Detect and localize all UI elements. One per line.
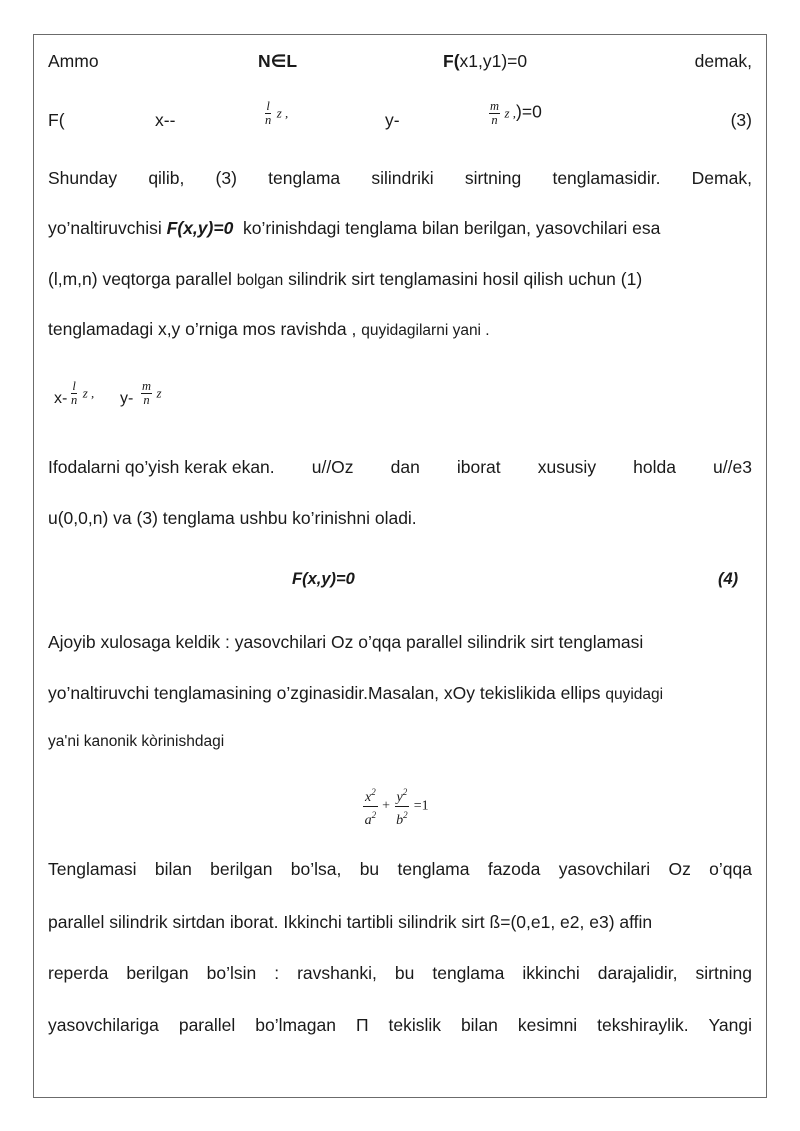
- equation-4: F(x,y)=0: [292, 570, 355, 588]
- line-9: u(0,0,n) va (3) tenglama ushbu ko’rinishni oladi.: [48, 508, 417, 528]
- line-4: yo’naltiruvchisi F(x,y)=0 ko’rinishdagi tenglama bilan berilgan, yasovchilari esa: [48, 218, 661, 238]
- ellipse-equation: $\frac{x^2}{a^2}$ + $\frac{y^2}{b^2}$ =1: [363, 784, 429, 829]
- word-ammo: Ammo: [48, 51, 99, 71]
- line-3: Shunday qilib, (3) tenglama silindriki sirtning tenglamasidir. Demak,: [48, 168, 752, 188]
- line-11: Ajoyib xulosaga keldik : yasovchilari Oz o’qqa parallel silindrik sirt tenglamasi: [48, 632, 644, 652]
- line-15: parallel silindrik sirtdan iborat. Ikkinchi tartibli silindrik sirt ß=(0,e1, e2, e3) affin: [48, 912, 653, 932]
- function-open: F(: [48, 110, 65, 130]
- x-minus: x--: [155, 110, 176, 130]
- line-16: reperda berilgan bo’lsin : ravshanki, bu tenglama ikkinchi darajalidir, sirtning: [48, 963, 752, 983]
- line-12: yo’naltiruvchi tenglamasining o’zginasidir.Masalan, xOy tekislikida ellips quyidagi: [48, 683, 664, 703]
- line-17: yasovchilariga parallel bo’lmagan П tekislik bilan kesimni tekshiraylik. Yangi: [48, 1015, 752, 1035]
- fraction-l-over-n: $\frac{l}{n}$ z ,: [265, 99, 289, 127]
- fraction-m-over-n: $\frac{m}{n}$ z ,)=0: [490, 99, 542, 127]
- line-6: tenglamadagi x,y o’rniga mos ravishda , quyidagilarni yani .: [48, 319, 490, 339]
- equation-number-4: (4): [718, 570, 739, 588]
- fraction-l-over-n-2: $\frac{l}{n}$ z ,: [71, 379, 95, 407]
- fraction-m-over-n-2: $\frac{m}{n}$ z: [142, 379, 162, 407]
- function-point: F(x1,y1)=0: [443, 51, 528, 71]
- word-demak: demak,: [694, 51, 752, 71]
- page-border: [33, 34, 767, 1098]
- line-5: (l,m,n) veqtorga parallel bolgan silindrik sirt tenglamasini hosil qilish uchun (1): [48, 269, 643, 289]
- line-13: ya'ni kanonik kòrinishdagi: [48, 733, 225, 750]
- line-14: Tenglamasi bilan berilgan bo’lsa, bu tenglama fazoda yasovchilari Oz o’qqa: [48, 859, 752, 879]
- line-8: Ifodalarni qo’yish kerak ekan. u//Oz dan iborat xususiy holda u//e3: [48, 457, 752, 477]
- set-membership: N∈L: [258, 51, 298, 71]
- y-minus: y-: [385, 110, 400, 130]
- equation-number-3: (3): [730, 110, 752, 130]
